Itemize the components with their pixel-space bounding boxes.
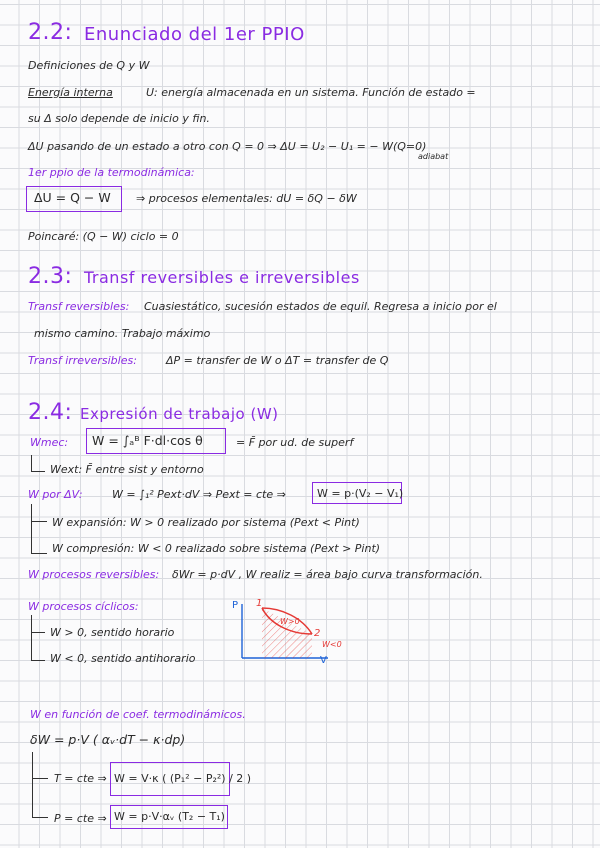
wpor-branch-line [31, 521, 47, 522]
wmec-text: = F̄ por ud. de superf [236, 436, 354, 449]
pcte-formula: W = p·V·αᵥ (T₂ − T₁) [114, 810, 225, 823]
energia-interna-text-2: su Δ solo depende de inicio y fin. [28, 112, 210, 125]
graph-v-label: V [320, 655, 327, 666]
wmec-formula: W = ∫ₐᴮ F·dl·cos θ [92, 433, 203, 448]
procesos-elementales-text: ⇒ procesos elementales: dU = δQ − δW [136, 192, 357, 205]
delta-u-line: ΔU pasando de un estado a otro con Q = 0 ⇒ ΔU = U₂ − U₁ = − W(Q=0) [28, 140, 427, 153]
section-2-3-title: Transf reversibles e irreversibles [84, 268, 360, 287]
wcic-branch-line [31, 632, 45, 633]
wexpansion-text: W expansión: W > 0 realizado por sistema (Pext < Pint) [52, 516, 360, 529]
irrev-text: ΔP = transfer de W o ΔT = transfer de Q [166, 354, 389, 367]
graph-point-2: 2 [314, 628, 321, 639]
tcte-text: T = cte ⇒ [54, 772, 107, 785]
section-2-2-title: Enunciado del 1er PPIO [84, 24, 305, 45]
rev-text-2: mismo camino. Trabajo máximo [34, 327, 211, 340]
energia-interna-label: Energía interna [28, 86, 113, 99]
wrev-text: δWr = p·dV , W realiz = área bajo curva transformación. [172, 568, 483, 581]
graph-wneg-label: W<0 [322, 640, 342, 649]
wcic-label: W procesos cíclicos: [28, 600, 139, 613]
wcic-positive-text: W > 0, sentido horario [50, 626, 175, 639]
section-2-4-title: Expresión de trabajo (W) [80, 405, 279, 423]
section-2-4-number: 2.4: [28, 400, 73, 425]
pcte-text: P = cte ⇒ [54, 812, 107, 825]
rev-label: Transf reversibles: [28, 300, 130, 313]
wmec-label: Wmec: [30, 436, 69, 449]
irrev-label: Transf irreversibles: [28, 354, 137, 367]
graph-point-1: 1 [256, 598, 263, 609]
tcte-formula: W = V·κ ( (P₁² − P₂²) / 2 ) [114, 772, 252, 785]
wext-arrow [31, 455, 45, 472]
wcic-branch-arrow [31, 615, 45, 661]
definiciones-text: Definiciones de Q y W [28, 59, 150, 72]
wrev-label: W procesos reversibles: [28, 568, 160, 581]
wpor-branch-arrow [31, 504, 47, 554]
wpor-label: W por ΔV: [28, 488, 83, 501]
graph-wpos-label: W>0 [280, 617, 300, 626]
coef-branch-line [32, 778, 48, 779]
rev-text: Cuasiestático, sucesión estados de equil. Regresa a inicio por el [144, 300, 497, 313]
wcompresion-text: W compresión: W < 0 realizado sobre sistema (Pext > Pint) [52, 542, 381, 555]
wext-text: Wext: F̄ entre sist y entorno [50, 463, 204, 476]
primer-ppio-label: 1er ppio de la termodinámica: [28, 166, 195, 179]
wpor-box-formula: W = p·(V₂ − V₁) [317, 487, 404, 500]
poincare-text: Poincaré: (Q − W) ciclo = 0 [28, 230, 179, 243]
section-2-3-number: 2.3: [28, 264, 73, 289]
first-law-formula: ΔU = Q − W [34, 190, 111, 205]
adiabat-note: adiabat [418, 152, 449, 161]
energia-interna-text: U: energía almacenada en un sistema. Función de estado = [146, 86, 476, 99]
wpor-formula: W = ∫₁² Pext·dV ⇒ Pext = cte ⇒ [112, 488, 286, 501]
coef-label: W en función de coef. termodinámicos. [30, 708, 246, 721]
coef-formula: δW = p·V ( αᵥ·dT − κ·dp) [30, 732, 186, 747]
wcic-negative-text: W < 0, sentido antihorario [50, 652, 196, 665]
section-2-2-number: 2.2: [28, 20, 73, 45]
coef-branch-arrow [32, 752, 48, 818]
graph-p-label: P [232, 600, 239, 611]
